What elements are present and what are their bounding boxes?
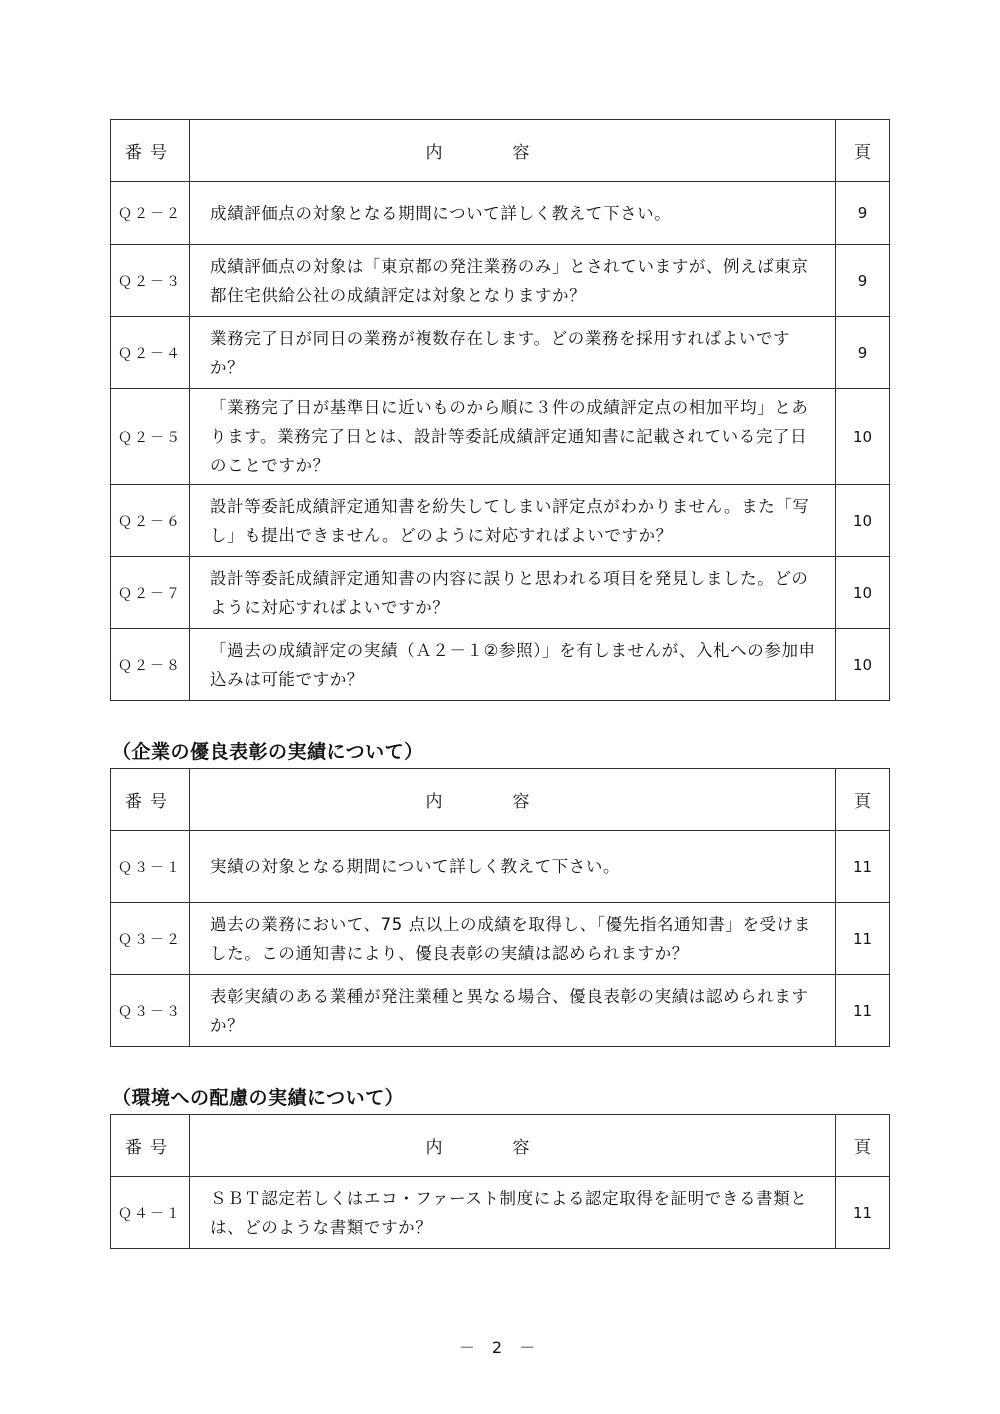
- question-text: 設計等委託成績評定通知書の内容に誤りと思われる項目を発見しました。どのように対応すればよいですか？: [190, 557, 836, 629]
- header-number: 番号: [111, 1115, 190, 1177]
- section-title-environment: （環境への配慮の実績について）: [112, 1087, 405, 1109]
- question-number: Ｑ２－２: [111, 182, 190, 245]
- question-number: Ｑ４－１: [111, 1177, 190, 1249]
- question-number: Ｑ２－７: [111, 557, 190, 629]
- table-row: [111, 903, 890, 975]
- table-row: [111, 389, 890, 485]
- question-text: ＳＢＴ認定若しくはエコ・ファースト制度による認定取得を証明できる書類とは、どのような書類ですか？: [190, 1177, 836, 1249]
- question-number: Ｑ２－６: [111, 485, 190, 557]
- header-number: 番号: [111, 120, 190, 182]
- question-text: 「業務完了日が基準日に近いものから順に３件の成績評定点の相加平均」とあります。業務完了日とは、設計等委託成績評定通知書に記載されている完了日のことですか？: [190, 389, 836, 485]
- question-number: Ｑ３－３: [111, 975, 190, 1047]
- header-content: 内容: [190, 1115, 836, 1177]
- question-text: 表彰実績のある業種が発注業種と異なる場合、優良表彰の実績は認められますか？: [190, 975, 836, 1047]
- page-ref: 11: [836, 831, 890, 903]
- question-text: 業務完了日が同日の業務が複数存在します。どの業務を採用すればよいですか？: [190, 317, 836, 389]
- section-title-commendation: （企業の優良表彰の実績について）: [112, 741, 424, 763]
- question-text: 実績の対象となる期間について詳しく教えて下さい。: [190, 831, 836, 903]
- faq-table-2: [110, 768, 890, 1047]
- question-number: Ｑ２－３: [111, 245, 190, 317]
- table-row: [111, 245, 890, 317]
- table-row: [111, 1177, 890, 1249]
- header-page: 頁: [836, 1115, 890, 1177]
- question-number: Ｑ２－４: [111, 317, 190, 389]
- question-text: 成績評価点の対象は「東京都の発注業務のみ」とされていますが、例えば東京都住宅供給公社の成績評定は対象となりますか？: [190, 245, 836, 317]
- question-number: Ｑ３－２: [111, 903, 190, 975]
- page-ref: 9: [836, 317, 890, 389]
- page-ref: 9: [836, 245, 890, 317]
- faq-table-1: [110, 119, 890, 701]
- table-row: [111, 485, 890, 557]
- page-ref: 10: [836, 557, 890, 629]
- table-header-row: [111, 1115, 890, 1177]
- question-text: 設計等委託成績評定通知書を紛失してしまい評定点がわかりません。また「写し」も提出できません。どのように対応すればよいですか？: [190, 485, 836, 557]
- table-row: [111, 629, 890, 701]
- page-ref: 9: [836, 182, 890, 245]
- table-row: [111, 317, 890, 389]
- question-number: Ｑ２－８: [111, 629, 190, 701]
- header-content: 内容: [190, 769, 836, 831]
- header-page: 頁: [836, 769, 890, 831]
- table-header-row: [111, 120, 890, 182]
- question-number: Ｑ２－５: [111, 389, 190, 485]
- question-text: 成績評価点の対象となる期間について詳しく教えて下さい。: [190, 182, 836, 245]
- faq-table-3: [110, 1114, 890, 1249]
- table-header-row: [111, 769, 890, 831]
- page-number: － 2 －: [458, 1338, 542, 1357]
- table-row: [111, 975, 890, 1047]
- page-ref: 10: [836, 629, 890, 701]
- page-ref: 10: [836, 389, 890, 485]
- header-content: 内容: [190, 120, 836, 182]
- page-ref: 11: [836, 903, 890, 975]
- page-ref: 11: [836, 975, 890, 1047]
- question-text: 過去の業務において、75 点以上の成績を取得し、「優先指名通知書」を受けました。この通知書により、優良表彰の実績は認められますか？: [190, 903, 836, 975]
- header-page: 頁: [836, 120, 890, 182]
- table-row: [111, 557, 890, 629]
- question-text: 「過去の成績評定の実績（Ａ２－１②参照）」を有しませんが、入札への参加申込みは可能ですか？: [190, 629, 836, 701]
- page-ref: 11: [836, 1177, 890, 1249]
- table-row: [111, 831, 890, 903]
- header-number: 番号: [111, 769, 190, 831]
- table-row: [111, 182, 890, 245]
- question-number: Ｑ３－１: [111, 831, 190, 903]
- page-ref: 10: [836, 485, 890, 557]
